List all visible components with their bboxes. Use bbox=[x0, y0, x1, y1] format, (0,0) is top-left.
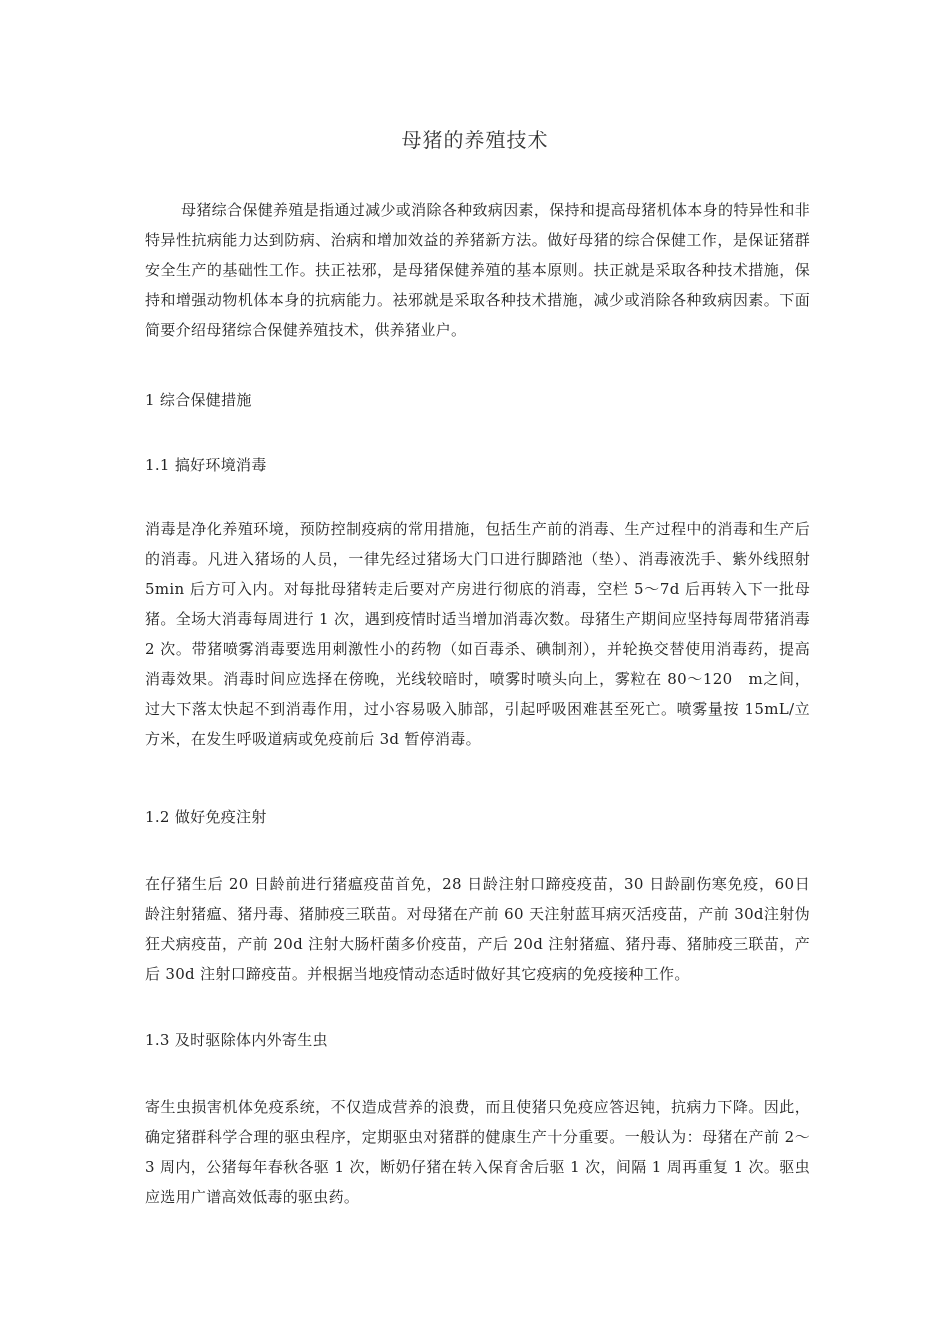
section-1-1-body: 消毒是净化养殖环境，预防控制疫病的常用措施，包括生产前的消毒、生产过程中的消毒和生产后的消毒。凡进入猪场的人员，一律先经过猪场大门口进行脚踏池（垫）、消毒液洗手、紫外线照射 5min 后方可入内。对每批母猪转走后要对产房进行彻底的消毒，空栏 5～7d 后再转入下一批母猪。全场大消毒每周进行 1 次，遇到疫情时适当增加消毒次数。母猪生产期间应坚持每周带猪消毒 2 次。带猪喷雾消毒要选用刺激性小的药物（如百毒杀、碘制剂），并轮换交替使用消毒药，提高消毒效果。消毒时间应选择在傍晚，光线较暗时，喷雾时喷头向上，雾粒在 80～120 m之间，过大下落太快起不到消毒作用，过小容易吸入肺部，引起呼吸困难甚至死亡。喷雾量按 15mL/立方米，在发生呼吸道病或免疫前后 3d 暂停消毒。 bbox=[145, 520, 810, 748]
section-1-2-body: 在仔猪生后 20 日龄前进行猪瘟疫苗首免，28 日龄注射口蹄疫疫苗，30 日龄副伤寒免疫，60日龄注射猪瘟、猪丹毒、猪肺疫三联苗。对母猪在产前 60 天注射蓝耳病灭活疫苗，产前 30d注射伪狂犬病疫苗，产前 20d 注射大肠杆菌多价疫苗，产后 20d 注射猪瘟、猪丹毒、猪肺疫三联苗，产后 30d 注射口蹄疫苗。并根据当地疫情动态适时做好其它疫病的免疫接种工作。 bbox=[145, 875, 810, 983]
intro-paragraph: 母猪综合保健养殖是指通过减少或消除各种致病因素，保持和提高母猪机体本身的特异性和非特异性抗病能力达到防病、治病和增加效益的养猪新方法。做好母猪的综合保健工作，是保证猪群安全生产的基础性工作。扶正祛邪，是母猪保健养殖的基本原则。扶正就是采取各种技术措施，保持和增强动物机体本身的抗病能力。祛邪就是采取各种技术措施，减少或消除各种致病因素。下面简要介绍母猪综合保健养殖技术，供养猪业户。 bbox=[145, 201, 810, 339]
section-1-1-heading: 1.1 搞好环境消毒 bbox=[145, 456, 267, 474]
section-1-3-heading: 1.3 及时驱除体内外寄生虫 bbox=[145, 1031, 328, 1049]
section-1-heading: 1 综合保健措施 bbox=[145, 391, 252, 409]
page-title: 母猪的养殖技术 bbox=[401, 128, 549, 152]
section-1-2-heading: 1.2 做好免疫注射 bbox=[145, 808, 267, 826]
section-1-3-body: 寄生虫损害机体免疫系统，不仅造成营养的浪费，而且使猪只免疫应答迟钝，抗病力下降。因此，确定猪群科学合理的驱虫程序，定期驱虫对猪群的健康生产十分重要。一般认为：母猪在产前 2～3 周内，公猪每年春秋各驱 1 次，断奶仔猪在转入保育舍后驱 1 次，间隔 1 周再重复 1 次。驱虫应选用广谱高效低毒的驱虫药。 bbox=[145, 1098, 810, 1206]
